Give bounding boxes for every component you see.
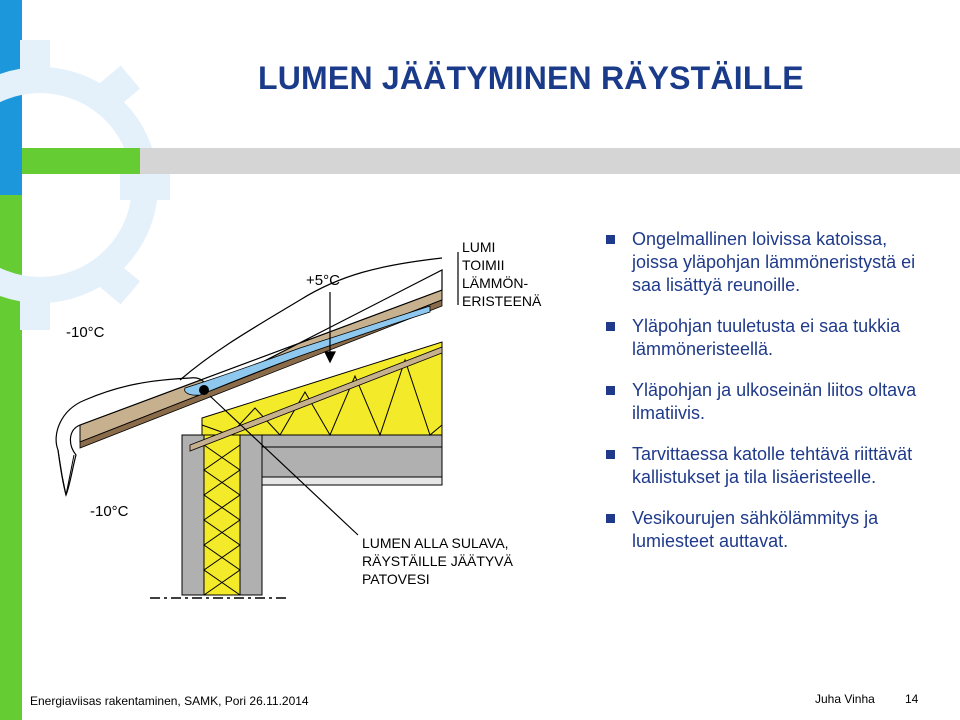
square-bullet-icon	[606, 386, 615, 395]
snow-label-line-3: LÄMMÖN-	[462, 275, 529, 291]
square-bullet-icon	[606, 450, 615, 459]
list-item: Yläpohjan tuuletusta ei saa tukkia lämmöneristeellä.	[606, 315, 936, 361]
page-number: 14	[905, 692, 919, 706]
eave-ice-dam-diagram	[40, 230, 600, 610]
meltwater-label-line-3: PATOVESI	[362, 571, 430, 587]
snow-label-line-2: TOIMII	[462, 257, 505, 273]
list-item: Yläpohjan ja ulkoseinän liitos oltava ilmatiivis.	[606, 379, 936, 425]
page-title: LUMEN JÄÄTYMINEN RÄYSTÄILLE	[258, 60, 804, 96]
footer-event: Energiaviisas rakentaminen, SAMK, Pori 26.11.2014	[30, 694, 309, 708]
square-bullet-icon	[606, 235, 615, 244]
meltwater-label-line-2: RÄYSTÄILLE JÄÄTYVÄ	[362, 553, 513, 569]
square-bullet-icon	[606, 514, 615, 523]
snow-label-line-4: ERISTEENÄ	[462, 293, 542, 309]
title-rule-green	[22, 148, 140, 174]
list-item: Tarvittaessa katolle tehtävä riittävät kallistukset ja tila lisäeristeelle.	[606, 443, 936, 489]
meltwater-label-line-1: LUMEN ALLA SULAVA,	[362, 535, 509, 551]
footer-author: Juha Vinha	[815, 692, 875, 706]
temp-inside-label: +5°C	[306, 272, 340, 289]
list-item: Vesikourujen sähkölämmitys ja lumiesteet auttavat.	[606, 507, 936, 553]
ice-dam-marker	[199, 385, 209, 395]
snow-label-line-1: LUMI	[462, 239, 496, 255]
title-rule-gray	[140, 148, 960, 174]
temp-outside-top-label: -10°C	[66, 324, 105, 341]
temp-outside-bottom-label: -10°C	[90, 503, 129, 520]
square-bullet-icon	[606, 322, 615, 331]
bullet-list	[606, 228, 936, 571]
list-item: Ongelmallinen loivissa katoissa, joissa yläpohjan lämmöneristystä ei saa lisättyä reunoille.	[606, 228, 936, 297]
